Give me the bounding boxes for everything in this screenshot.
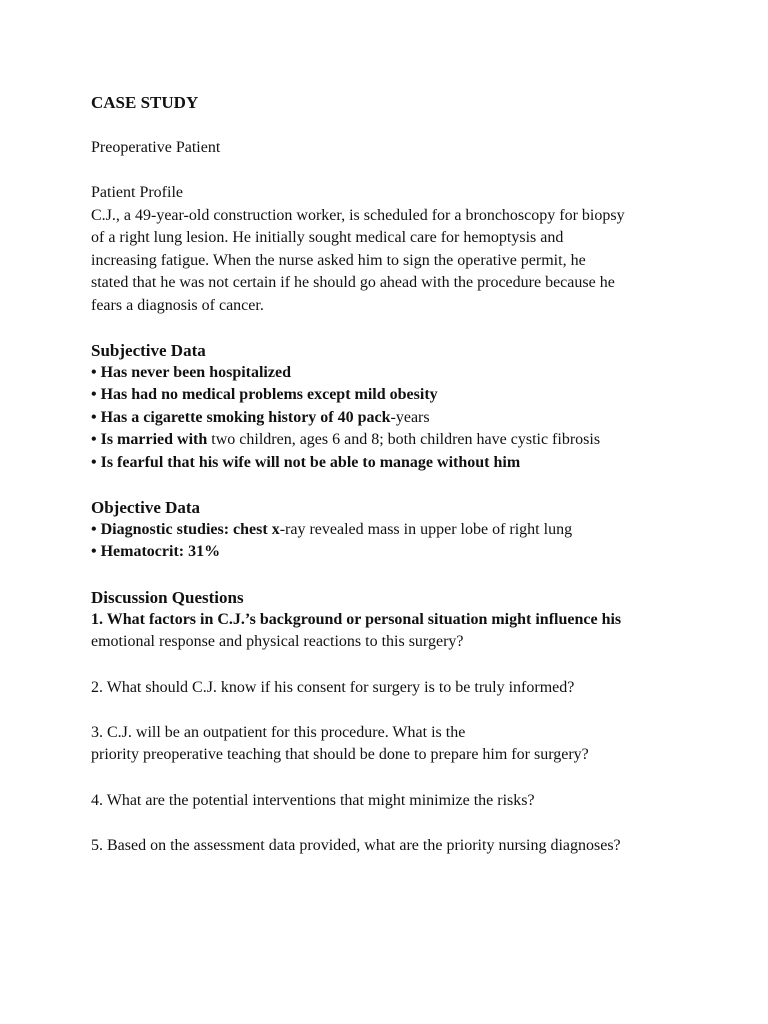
question-line: 5. Based on the assessment data provided, what are the priority nursing diagnoses? xyxy=(91,837,621,855)
profile-line: fears a diagnosis of cancer. xyxy=(91,296,264,314)
question-line: 3. C.J. will be an outpatient for this procedure. What is the xyxy=(91,724,466,742)
discussion-heading: Discussion Questions xyxy=(91,587,244,607)
subjective-item-bold: • Has had no medical problems except mild obesity xyxy=(91,386,438,404)
objective-item-bold: • Hematocrit: 31% xyxy=(91,543,221,561)
subjective-item xyxy=(91,407,731,429)
discussion-list xyxy=(91,609,731,858)
subjective-item-bold: • Is fearful that his wife will not be able to manage without him xyxy=(91,453,521,471)
subjective-item-bold: • Has a cigarette smoking history of 40 pack xyxy=(91,408,391,426)
objective-item xyxy=(91,541,731,563)
profile-line: C.J., a 49-year-old construction worker, is scheduled for a bronchoscopy for biopsy xyxy=(91,206,625,224)
subjective-heading: Subjective Data xyxy=(91,341,206,360)
objective-item-text: -ray revealed mass in upper lobe of right lung xyxy=(279,521,573,539)
profile-line: stated that he was not certain if he should go ahead with the procedure because he xyxy=(91,274,615,291)
profile-heading: Patient Profile xyxy=(91,184,183,201)
objective-item-bold: • Diagnostic studies: chest x xyxy=(91,521,280,539)
profile-body xyxy=(91,205,731,318)
question-line: emotional response and physical reactions to this surgery? xyxy=(91,633,464,651)
document-page xyxy=(91,92,731,858)
subjective-item-bold: • Is married with xyxy=(91,431,208,449)
question-1 xyxy=(91,609,731,654)
subjective-item-text: -years xyxy=(390,408,430,426)
question-2 xyxy=(91,677,731,699)
question-line: 4. What are the potential interventions that might minimize the risks? xyxy=(91,791,535,809)
question-line: priority preoperative teaching that should be done to prepare him for surgery? xyxy=(91,746,589,764)
question-5 xyxy=(91,835,731,857)
subjective-list xyxy=(91,362,731,474)
profile-line: of a right lung lesion. He initially sought medical care for hemoptysis and xyxy=(91,229,564,246)
question-4 xyxy=(91,790,731,812)
objective-item xyxy=(91,519,731,541)
subjective-item xyxy=(91,362,731,384)
objective-list xyxy=(91,519,731,564)
document-title: CASE STUDY xyxy=(91,93,199,112)
question-3 xyxy=(91,722,731,767)
subjective-item-text: two children, ages 6 and 8; both children have cystic fibrosis xyxy=(207,431,601,449)
subjective-item xyxy=(91,429,731,451)
objective-heading: Objective Data xyxy=(91,498,201,518)
subjective-item-bold: • Has never been hospitalized xyxy=(91,364,291,381)
subjective-item xyxy=(91,452,731,474)
document-subtitle: Preoperative Patient xyxy=(91,139,221,156)
subjective-item xyxy=(91,384,731,406)
question-line: 1. What factors in C.J.’s background or personal situation might influence his xyxy=(91,610,622,628)
profile-line: increasing fatigue. When the nurse asked him to sign the operative permit, he xyxy=(91,251,586,269)
question-line: 2. What should C.J. know if his consent for surgery is to be truly informed? xyxy=(91,678,575,696)
